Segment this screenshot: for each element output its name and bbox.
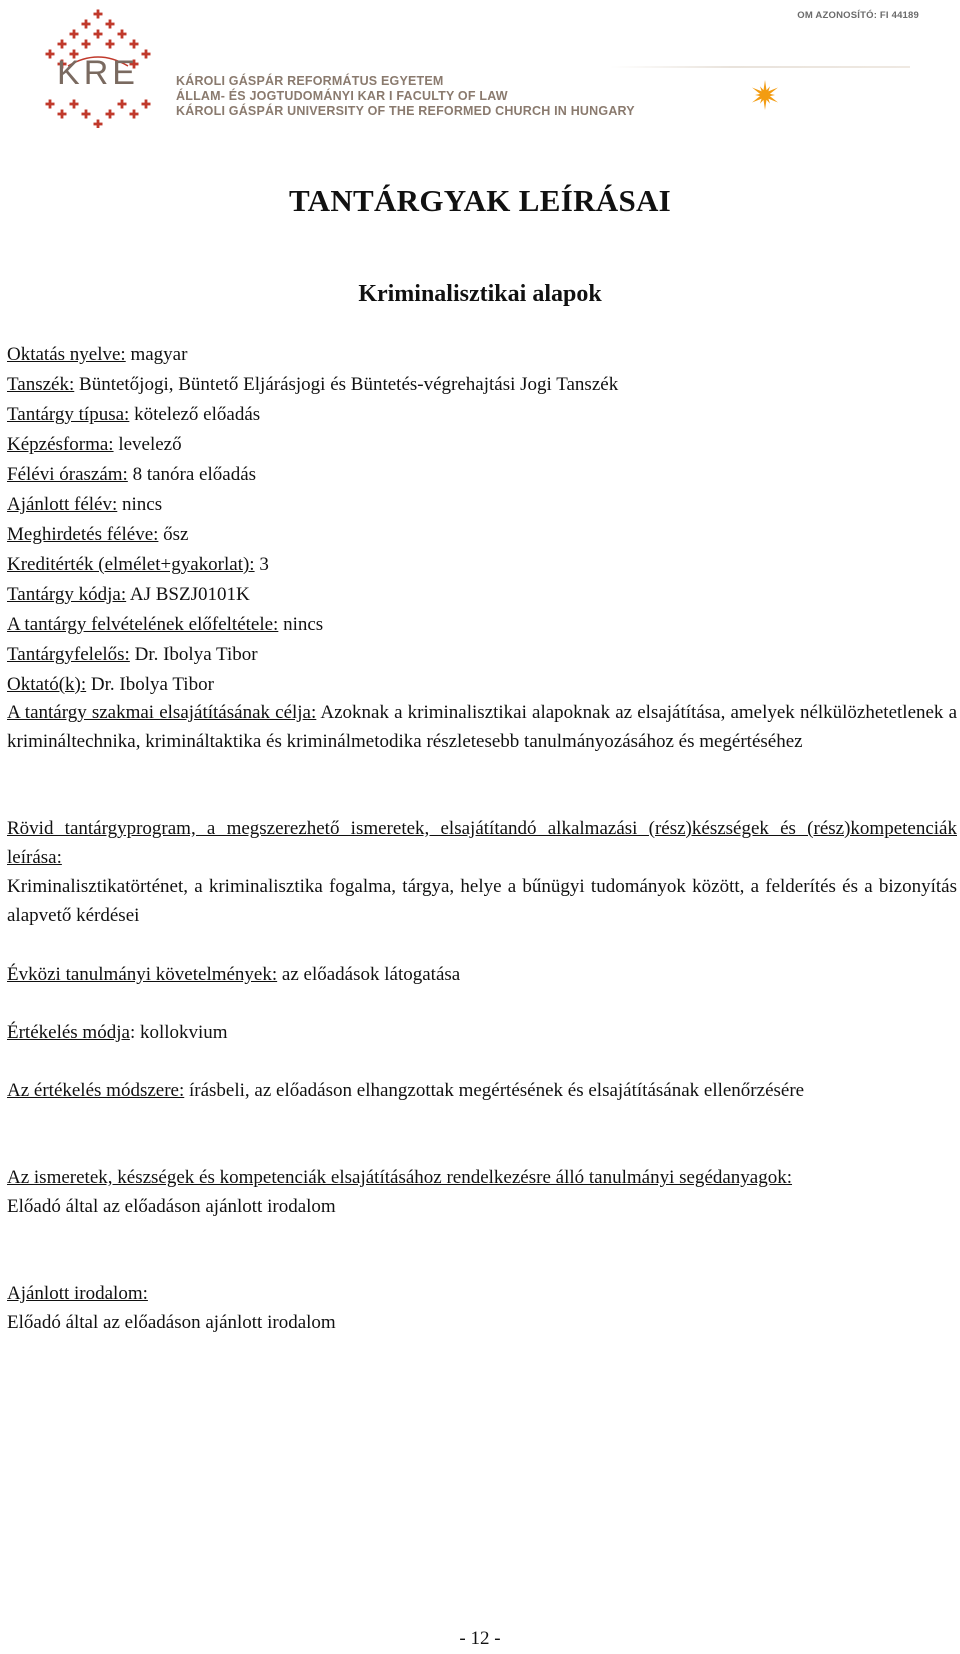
field-label: Tantárgy kódja: (7, 584, 127, 605)
course-fields (7, 340, 957, 700)
field-label: Tantárgyfelelős: (7, 644, 130, 665)
field-instructor (7, 670, 957, 700)
section-text: Azoknak a kriminalisztikai alapoknak az elsajátítása, amelyek nélkülözhetetlenek a krimináltechnika, krimináltaktika és kriminálmetodika részletesebb tanulmányozásához és megértéséhez (7, 702, 957, 752)
field-label: Ajánlott félév: (7, 494, 118, 515)
field-recommended-semester (7, 490, 957, 520)
field-value: Dr. Ibolya Tibor (129, 644, 258, 665)
section-label: Ajánlott irodalom: (7, 1283, 148, 1304)
field-label: Oktatás nyelve: (7, 344, 126, 365)
section-requirements (7, 960, 957, 989)
university-line-2: ÁLLAM- ÉS JOGTUDOMÁNYI KAR I FACULTY OF LAW (176, 89, 508, 103)
section-program (7, 814, 957, 930)
field-language (7, 340, 957, 370)
field-label: A tantárgy felvételének előfeltétele: (7, 614, 279, 635)
field-course-type (7, 400, 957, 430)
logo-text: KRE (57, 54, 139, 92)
field-value: 3 (254, 554, 269, 575)
field-label: Meghirdetés féléve: (7, 524, 159, 545)
section-goal (7, 698, 957, 756)
field-label: Tantárgy típusa: (7, 404, 130, 425)
field-credits (7, 550, 957, 580)
field-value: magyar (125, 344, 188, 365)
field-training-form (7, 430, 957, 460)
university-line-1: KÁROLI GÁSPÁR REFORMÁTUS EGYETEM (176, 74, 444, 88)
page-title: TANTÁRGYAK LEÍRÁSAI (288, 183, 672, 218)
field-course-code (7, 580, 957, 610)
section-text: az előadások látogatása (277, 964, 461, 985)
field-value: 8 tanóra előadás (127, 464, 257, 485)
section-text: írásbeli, az előadáson elhangzottak megértésének és elsajátításának ellenőrzésére (184, 1080, 805, 1101)
section-label: Évközi tanulmányi követelmények: (7, 964, 278, 985)
kre-logo-icon (36, 8, 166, 128)
section-label: Értékelés módja (7, 1022, 130, 1043)
page-header (0, 0, 960, 130)
field-announcement-semester (7, 520, 957, 550)
section-text: : kollokvium (129, 1022, 228, 1043)
field-label: Félévi óraszám: (7, 464, 128, 485)
page-number: - 12 - (459, 1628, 501, 1649)
course-title: Kriminalisztikai alapok (358, 281, 602, 307)
field-value: levelező (113, 434, 182, 455)
section-label: Az értékelés módszere: (7, 1080, 185, 1101)
section-label: Az ismeretek, készségek és kompetenciák elsajátításához rendelkezésre álló tanulmányi segédanyagok: (7, 1167, 793, 1188)
star-icon (748, 78, 782, 112)
om-identifier: OM AZONOSÍTÓ: FI 44189 (797, 10, 919, 21)
university-line-3: KÁROLI GÁSPÁR UNIVERSITY OF THE REFORMED CHURCH IN HUNGARY (176, 104, 635, 118)
field-label: Tanszék: (7, 374, 75, 395)
section-text: Kriminalisztikatörténet, a kriminalisztika fogalma, tárgya, helye a bűnügyi tudományok között, a felderítés és a bizonyítás alapvető kérdései (7, 876, 957, 926)
section-label: A tantárgy szakmai elsajátításának célja: (7, 702, 317, 723)
section-label: Rövid tantárgyprogram, a megszerezhető ismeretek, elsajátítandó alkalmazási (rész)készségek és (rész)kompetenciák leírása: (7, 818, 957, 868)
field-value: nincs (278, 614, 324, 635)
field-department (7, 370, 957, 400)
field-hours (7, 460, 957, 490)
field-value: AJ BSZJ0101K (126, 584, 250, 605)
field-value: Dr. Ibolya Tibor (86, 674, 214, 695)
field-responsible (7, 640, 957, 670)
section-evaluation-method (7, 1076, 957, 1105)
field-value: ősz (158, 524, 189, 545)
section-materials (7, 1163, 957, 1221)
field-label: Képzésforma: (7, 434, 114, 455)
field-label: Oktató(k): (7, 674, 87, 695)
section-text: Előadó által az előadáson ajánlott irodalom (7, 1196, 336, 1217)
header-divider (610, 66, 910, 68)
section-text: Előadó által az előadáson ajánlott irodalom (7, 1312, 336, 1333)
field-label: Kreditérték (elmélet+gyakorlat): (7, 554, 255, 575)
field-value: Büntetőjogi, Büntető Eljárásjogi és Büntetés-végrehajtási Jogi Tanszék (74, 374, 619, 395)
field-value: kötelező előadás (129, 404, 261, 425)
university-name (176, 74, 635, 119)
field-prerequisite (7, 610, 957, 640)
section-evaluation-type (7, 1018, 957, 1047)
section-literature (7, 1279, 957, 1337)
field-value: nincs (117, 494, 163, 515)
